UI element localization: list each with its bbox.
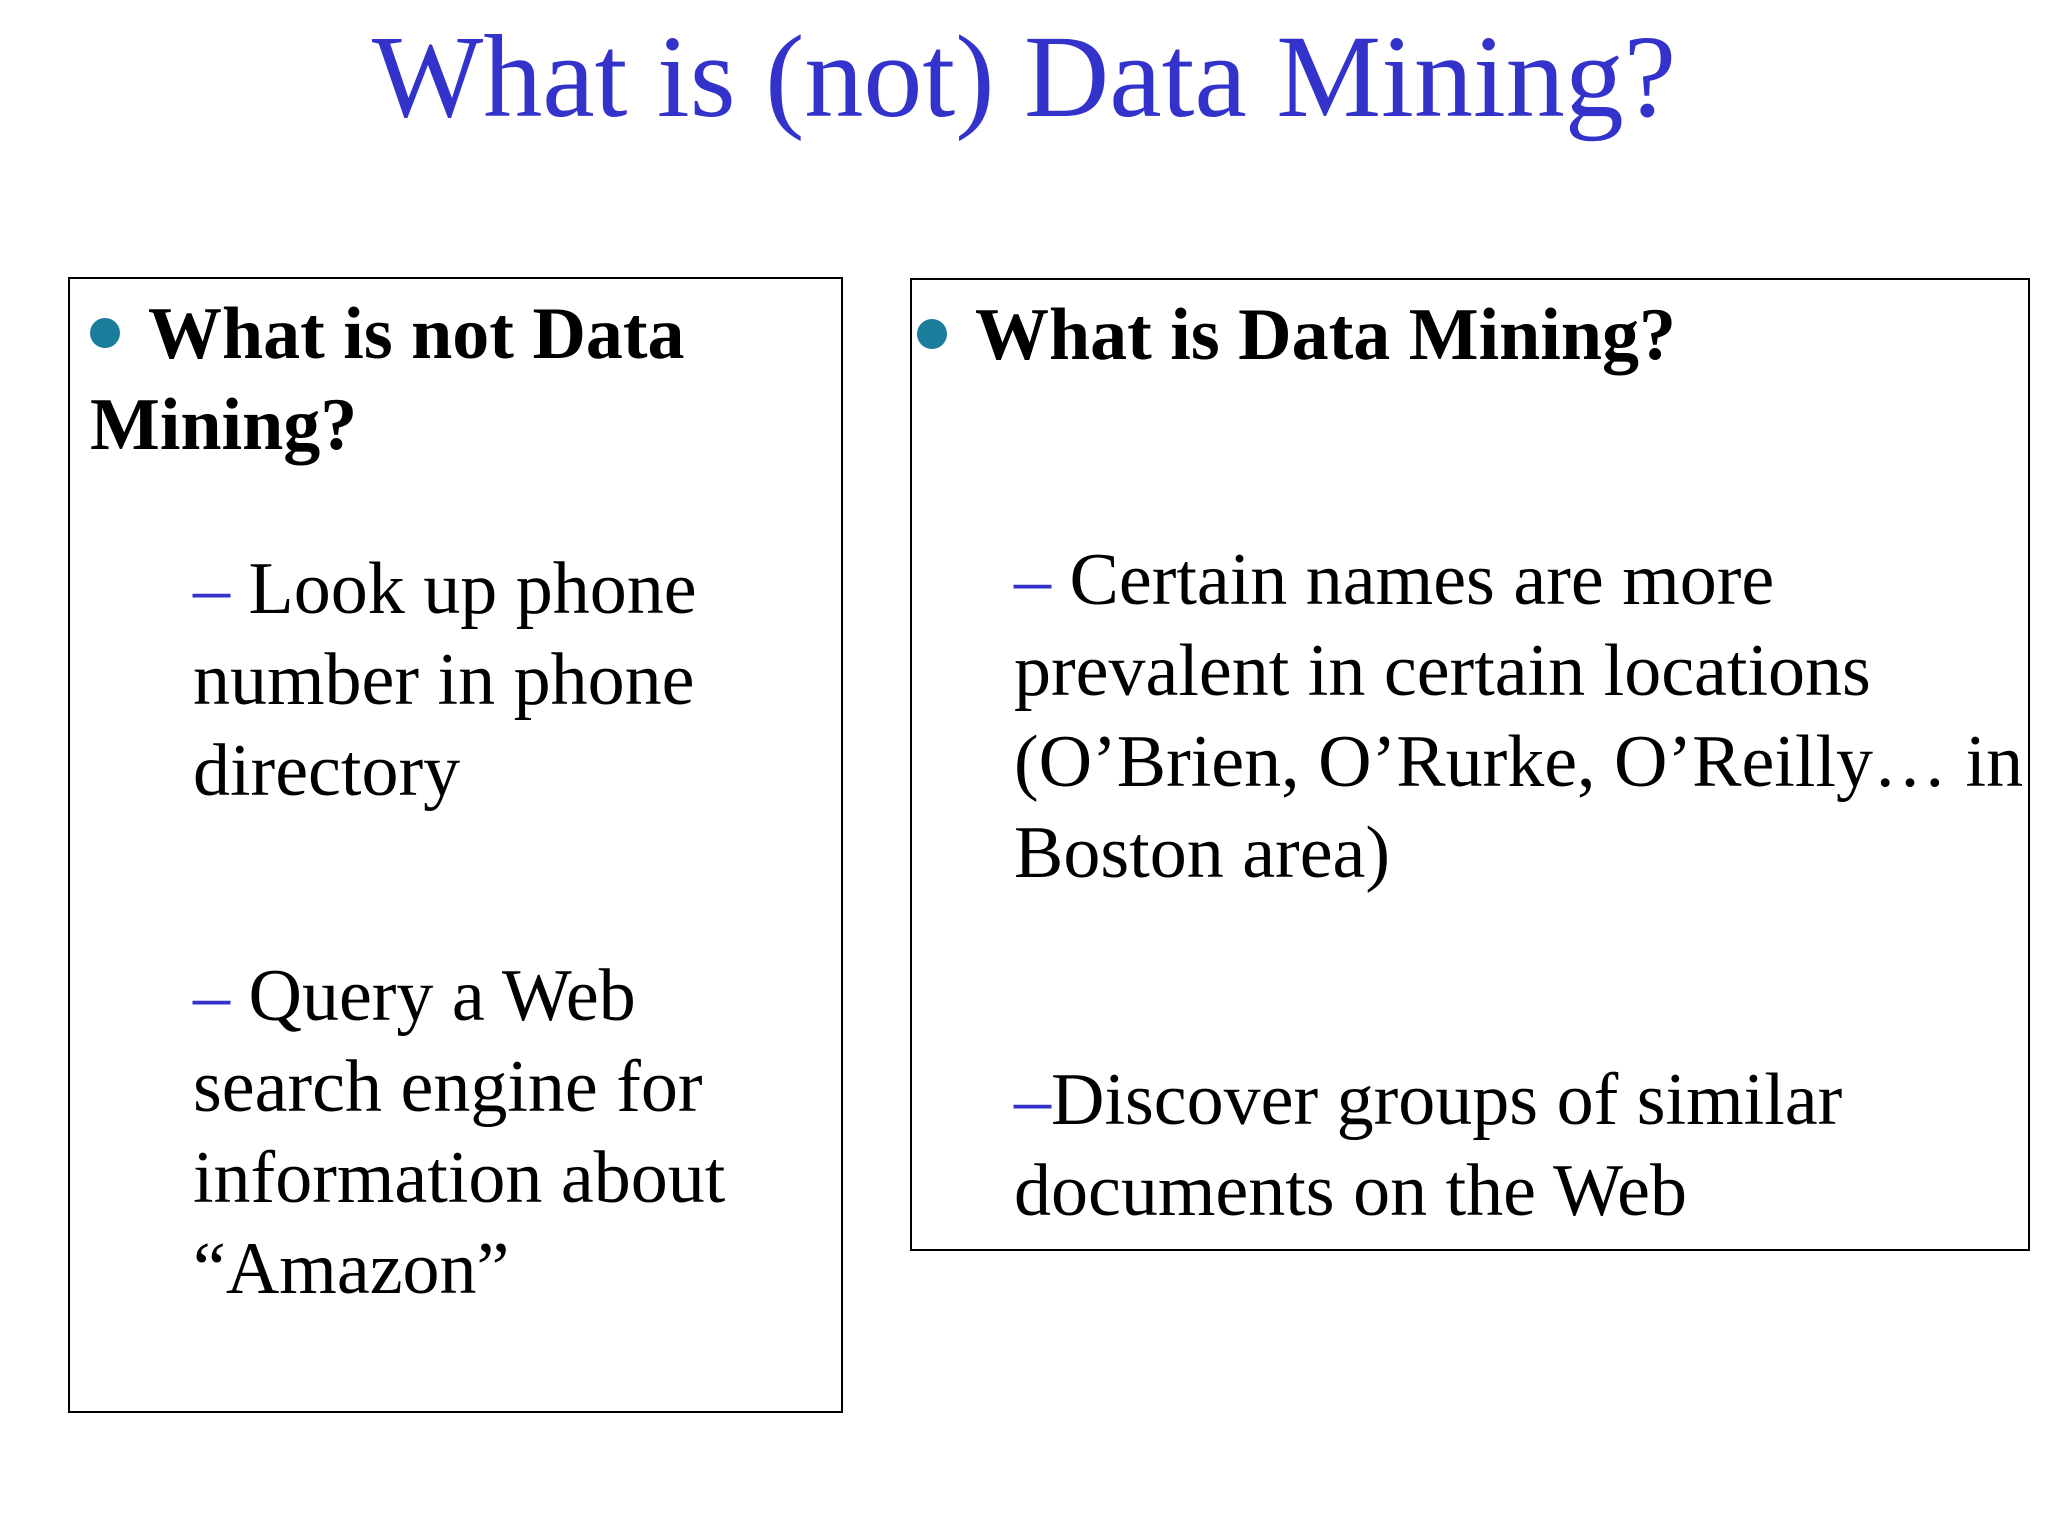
example-name-locations (1014, 535, 2029, 899)
not-data-mining-box (68, 277, 843, 1413)
dash-marker: – (193, 955, 230, 1037)
example-document-groups (1014, 1055, 2014, 1237)
example-text: Certain names are more prevalent in certain locations (O’Brien, O’Rurke, O’Reilly… in Boston area) (1014, 539, 2024, 894)
data-mining-heading (917, 290, 2017, 381)
example-web-search (193, 951, 833, 1315)
data-mining-box (910, 278, 2030, 1251)
heading-text: What is not Data Mining? (90, 293, 685, 466)
heading-text: What is Data Mining? (975, 294, 1677, 376)
dash-marker: – (193, 548, 230, 630)
example-text: Query a Web search engine for information about “Amazon” (193, 955, 726, 1310)
dash-marker: – (1014, 1059, 1051, 1141)
slide-title: What is (not) Data Mining? (371, 11, 1677, 142)
example-text: Look up phone number in phone directory (193, 548, 697, 812)
example-phone-directory (193, 544, 833, 817)
bullet-icon (90, 318, 120, 348)
example-text: Discover groups of similar documents on the Web (1014, 1059, 1843, 1232)
not-data-mining-heading (90, 289, 830, 471)
bullet-icon (917, 319, 947, 349)
dash-marker: – (1014, 539, 1051, 621)
